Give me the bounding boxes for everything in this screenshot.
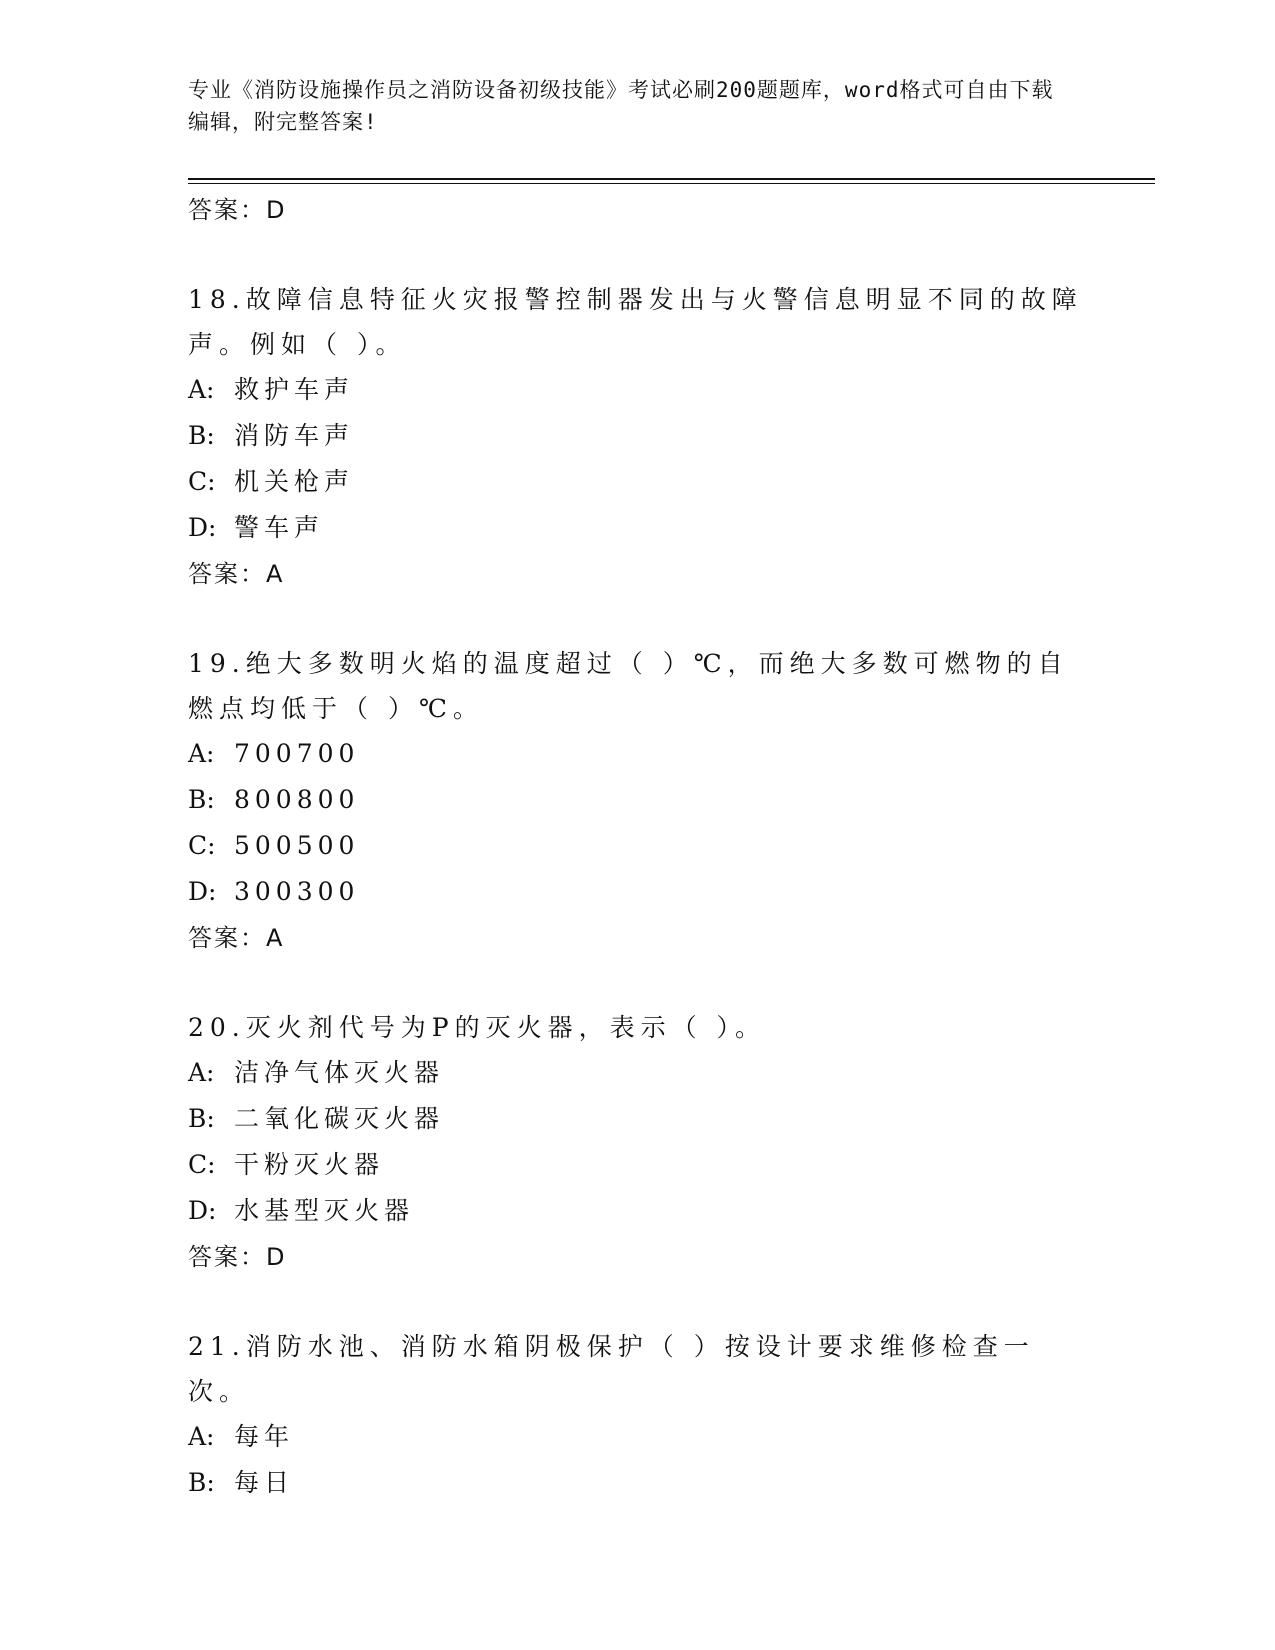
answer-18: 答案：A [188, 560, 285, 588]
option-key: C: [188, 831, 216, 860]
option-key: A: [188, 375, 215, 404]
answer-17: 答案：D [188, 196, 287, 224]
option-a [188, 731, 1088, 777]
option-text: 二氧化碳灭火器 [234, 1104, 445, 1133]
question-21 [188, 1324, 1088, 1506]
question-stem: 19.绝大多数明火焰的温度超过（ ）℃，而绝大多数可燃物的自燃点均低于（ ）℃。 [188, 649, 1069, 723]
option-key: B: [188, 421, 215, 450]
option-key: D: [188, 877, 217, 906]
question-20 [188, 1005, 1088, 1280]
option-text: 机关枪声 [234, 467, 355, 496]
option-d [188, 505, 1088, 551]
option-b [188, 413, 1088, 459]
option-b [188, 1460, 1088, 1506]
option-text: 800800 [234, 785, 360, 814]
option-a [188, 1050, 1088, 1096]
option-key: B: [188, 1468, 215, 1497]
option-d [188, 1188, 1088, 1234]
option-a [188, 367, 1088, 413]
option-key: D: [188, 1196, 217, 1225]
answer-19: 答案：A [188, 924, 285, 952]
option-key: B: [188, 785, 215, 814]
option-b [188, 777, 1088, 823]
option-c [188, 1142, 1088, 1188]
option-key: A: [188, 739, 215, 768]
option-text: 救护车声 [234, 375, 355, 404]
option-c [188, 823, 1088, 869]
option-text: 洁净气体灭火器 [234, 1058, 445, 1087]
option-text: 水基型灭火器 [234, 1196, 415, 1225]
option-text: 警车声 [234, 513, 325, 542]
option-text: 消防车声 [234, 421, 355, 450]
option-key: D: [188, 513, 217, 542]
question-stem: 18.故障信息特征火灾报警控制器发出与火警信息明显不同的故障声。例如（ ）。 [188, 285, 1083, 359]
header-rule-thin [188, 183, 1155, 184]
option-key: A: [188, 1058, 215, 1087]
option-text: 干粉灭火器 [234, 1150, 385, 1179]
document-header: 专业《消防设施操作员之消防设备初级技能》考试必刷200题题库，word格式可自由下载编辑，附完整答案! [188, 78, 1054, 134]
option-a [188, 1414, 1088, 1460]
option-text: 每日 [234, 1468, 295, 1497]
header-rule-thick [188, 178, 1155, 180]
option-c [188, 459, 1088, 505]
option-key: C: [188, 467, 216, 496]
option-text: 700700 [234, 739, 360, 768]
option-text: 500500 [234, 831, 360, 860]
option-key: A: [188, 1422, 215, 1451]
option-key: C: [188, 1150, 216, 1179]
option-b [188, 1096, 1088, 1142]
question-stem: 20.灭火剂代号为P的灭火器，表示（ ）。 [188, 1013, 767, 1042]
option-text: 300300 [234, 877, 360, 906]
option-text: 每年 [234, 1422, 295, 1451]
question-stem: 21.消防水池、消防水箱阴极保护（ ）按设计要求维修检查一次。 [188, 1332, 1035, 1406]
option-d [188, 869, 1088, 915]
answer-20: 答案：D [188, 1243, 287, 1271]
question-list [188, 187, 1088, 1506]
question-18 [188, 277, 1088, 597]
question-19 [188, 641, 1088, 961]
option-key: B: [188, 1104, 215, 1133]
